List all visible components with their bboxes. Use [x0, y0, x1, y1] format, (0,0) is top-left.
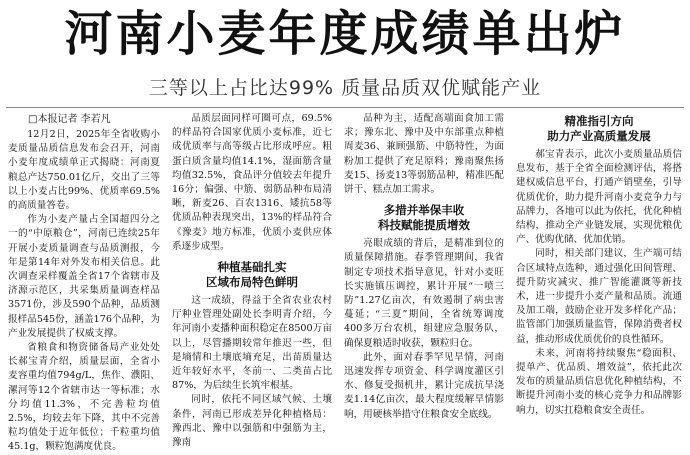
section-heading	[516, 114, 682, 144]
paragraph: 12月2日，2025年全省收购小麦质量品质信息发布会召开，河南小麦年度成绩单正式揭晓：河南夏粮总产达750.01亿斤，交出了三等以上小麦占比99%、优质率69.5%的高质量答卷。	[8, 129, 160, 212]
paragraph: 同时，相关部门建议，生产端可结合区域特点选种，通过强化田间管理、提升防灾减灾、推广智能灌溉等新技术，进一步提升小麦产量和品质。流通及加工端，鼓励企业开发多样化产品；监管部门加强质量监管，保障消费者权益，推动形成优质优价的良性循环。	[516, 248, 682, 345]
column-3	[344, 112, 504, 422]
section-heading	[344, 203, 504, 233]
column-2	[172, 112, 332, 450]
header-divider	[6, 107, 684, 108]
paragraph: 郝宝青表示，此次小麦质量品质信息发布，基于全省全面检测评估，将搭建权威信息平台，打通产销壁垒，引导优质优价，助力提升河南小麦竞争力与品牌力，各地可以此为依托，优化种植结构，推动全产业链发展，实现优粮优产、优购优储、优加优销。	[516, 149, 682, 246]
section-heading-line: 种植基础扎实	[217, 260, 287, 275]
section-heading-line: 精准指引方向	[564, 114, 634, 128]
section-heading-line: 多措并举保丰收	[383, 203, 465, 218]
subheadline: 三等以上占比达99% 质量品质双优赋能产业	[148, 77, 542, 99]
paragraph: 这一成绩，得益于全省农业农村厅种业管理处副处长李明青介绍，今年河南小麦播种面积稳定在8500万亩以上，尽管播期较常年推迟一些，但是墒情和土壤底墒充足，出苗质量达近年较好水平，冬前一、二类苗占比87%，为后续生长筑牢根基。	[172, 295, 332, 392]
section-heading-line: 区域布局特色鲜明	[206, 275, 298, 290]
headline: 河南小麦年度成绩单出炉	[64, 6, 626, 62]
byline: □本报记者 李若凡	[28, 114, 111, 125]
column-1	[8, 112, 160, 455]
section-heading-line: 科技赋能提质增效	[378, 218, 470, 233]
paragraph: 品种为主，适配高端面食加工需求；豫东北、豫中及中东部重点种植周麦36、兼顾强筋、中筋特性，为面粉加工提供了充足原料；豫南聚焦扬麦15、扬麦13等弱筋品种，精准匹配饼干、糕点加工需求。	[344, 113, 504, 196]
paragraph: 品质层面同样可圈可点，69.5%的样品符合国家优质小麦标准，近七成优质率与高等级占比形成呼应。粗蛋白质含量均值14.1%，湿面筋含量均值32.5%，食品评分值较去年提升16分；偏强、中筋、弱筋品种布局清晰，新麦26、百农1316、矮抗58等优质品种表现突出，13%的样品符合《豫麦》地方标准，优质小麦供应体系逐步成型。	[172, 113, 332, 252]
paragraph: 此外，面对春季罕见旱情，河南迅速发挥专项资金、科学调度灌区引水、修复受损机井，累计完成抗旱浇麦1.14亿亩次，最大程度缓解旱情影响，用硬核举措守住粮食安全底线。	[344, 351, 504, 420]
paragraph: 省粮食和物资储备局产业处处长郝宝青介绍，质量层面，全省小麦容重均值794g/L，焦作、濮阳、漯河等12个省辖市达一等标准；水分均值11.3%，不完善粒均值2.5%，均较去年下降，其中不完善粒均值处于近年低位；千粒重均值45.1g，颗粒饱满度优良。	[8, 342, 160, 453]
paragraph: 作为小麦产量占全国超四分之一的“中原粮仓”，河南已连续25年开展小麦质量调查与品质测报，今年是第14年对外发布相关信息。此次调查采样覆盖全省17个省辖市及济源示范区，共采集质量调查样品3571份，涉及590个品种，品质测报样品545份，涵盖176个品种，为产业发展提供了权威支撑。	[8, 214, 160, 339]
paragraph: 同时，依托不同区域气候、土壤条件，河南已形成差异化种植格局：豫西北、豫中以强筋和中强筋为主，豫南	[172, 394, 332, 449]
section-heading-line: 助力产业高质量发展	[547, 129, 651, 143]
paragraph: 亮眼成绩的背后，是精准到位的质量保障措施。春季管理期间，我省制定专项技术指导意见，针对小麦旺长实施镇压调控，累计开展“一喷三防”1.27亿亩次，有效遏制了病虫害蔓延；“三夏”期间，全省统筹调度400多万台农机，组建应急服务队，确保夏粮适时收获，颗粒归仓。	[344, 238, 504, 349]
paragraph: 未来，河南将持续聚焦“稳面积、提单产、优品质、增效益”，依托此次发布的质量品质信息优化种植结构，不断提升河南小麦的核心竞争力和品牌影响力，切实扛稳粮食安全责任。	[516, 347, 682, 416]
column-4	[516, 112, 682, 418]
section-heading	[172, 260, 332, 290]
